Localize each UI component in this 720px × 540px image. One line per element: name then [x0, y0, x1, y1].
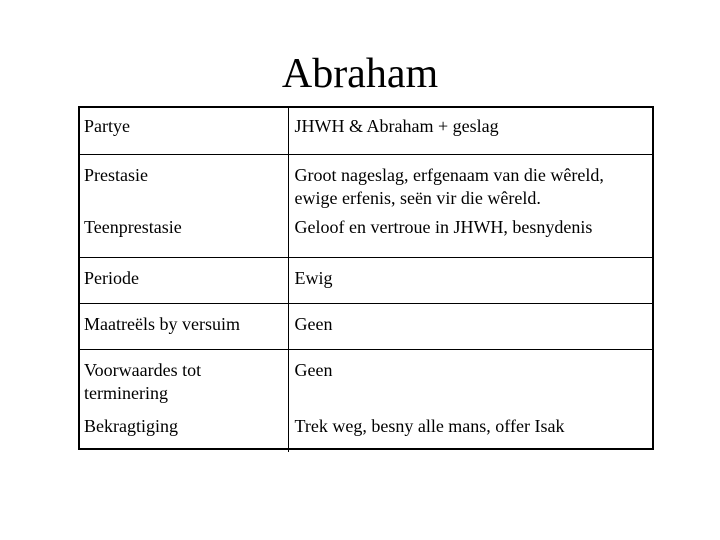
table-border — [78, 106, 654, 450]
row-value-bekragtiging: Trek weg, besny alle mans, offer Isak — [294, 415, 565, 436]
row-label-partye: Partye — [78, 106, 288, 154]
row-label-periode: Periode — [78, 258, 288, 304]
row-value-prestasie: Groot nageslag, erfgenaam van die wêreld, ewige erfenis, seën vir die wêreld. — [294, 164, 604, 208]
row-label-prestasie: Prestasie — [78, 154, 288, 210]
row-label-maatreels: Maatreëls by versuim — [78, 304, 288, 350]
row-value-partye: JHWH & Abraham + geslag — [288, 106, 654, 154]
row-value-voorwaardes: Geen — [294, 360, 333, 380]
row-value-periode: Ewig — [288, 258, 654, 304]
row-value-teenprestasie: Geloof en vertroue in JHWH, besnydenis — [288, 210, 654, 258]
row-value-maatreels: Geen — [288, 304, 654, 350]
slide-title: Abraham — [281, 51, 439, 97]
row-label-bekragtiging: Bekragtiging — [78, 406, 288, 452]
row-label-teenprestasie: Teenprestasie — [78, 210, 288, 258]
row-label-voorwaardes: Voorwaardes tot terminering — [78, 350, 288, 406]
